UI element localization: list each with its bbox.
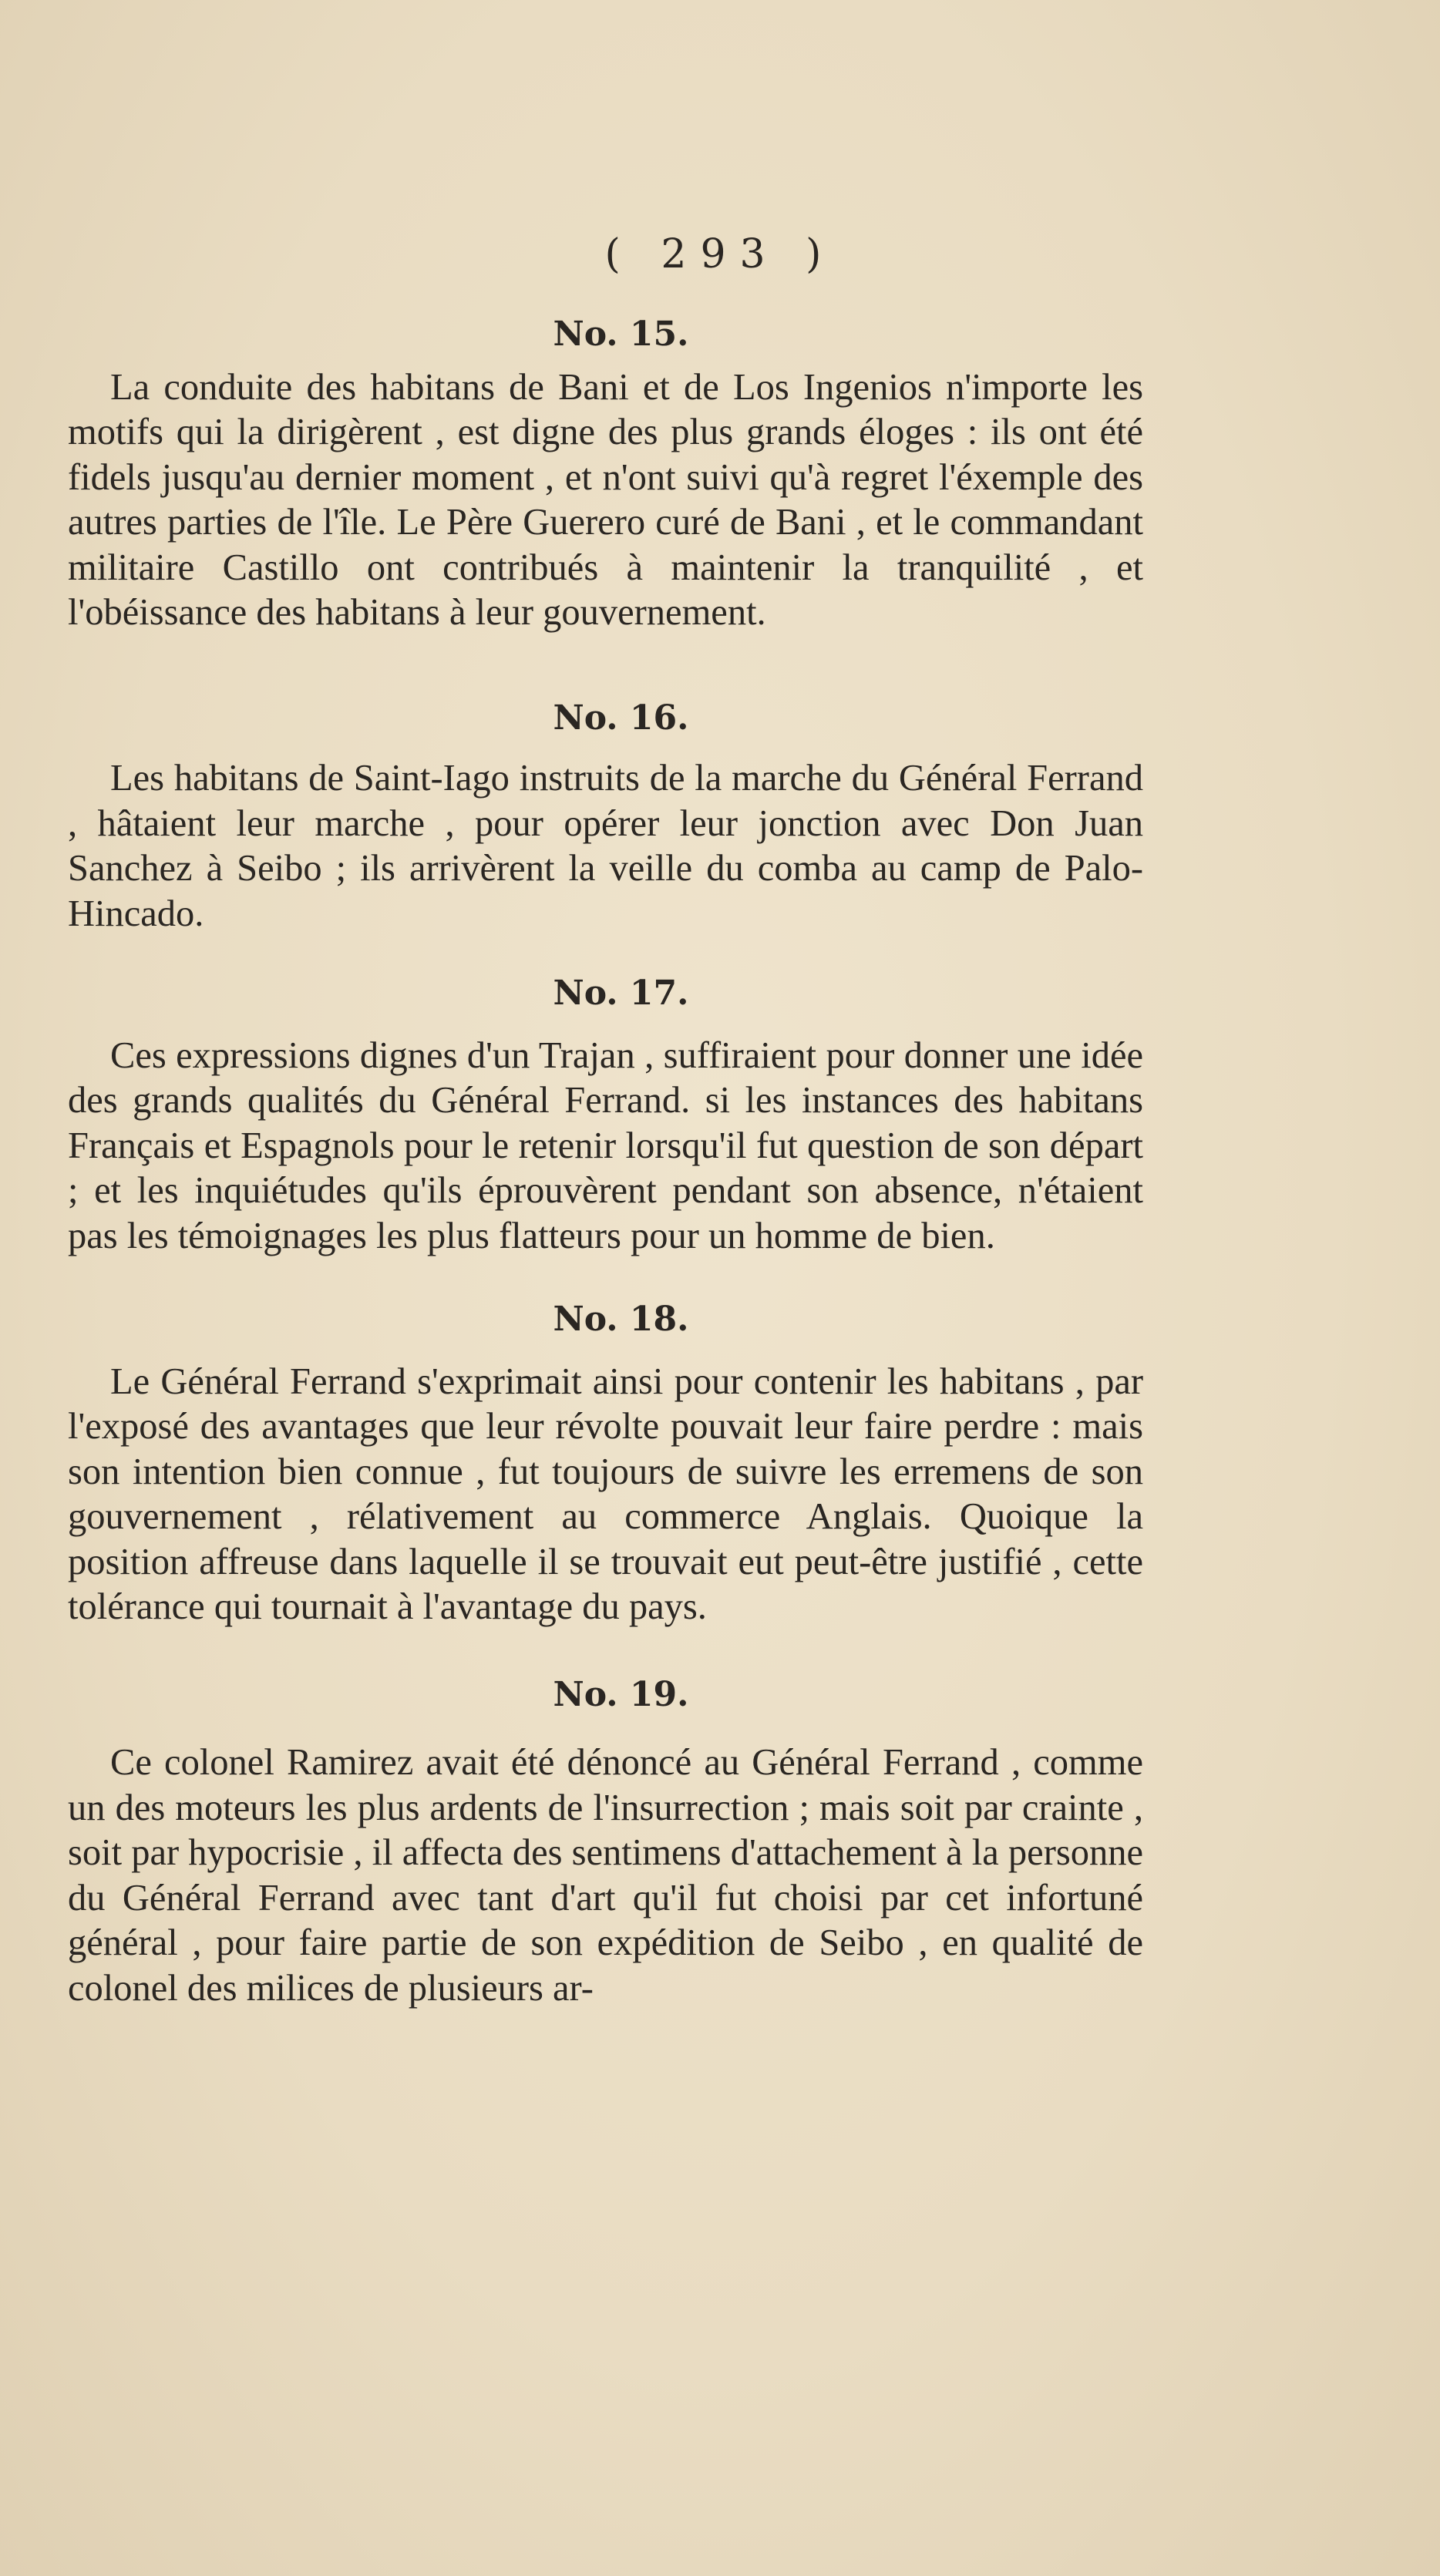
note-heading: No. 19. [553,1674,689,1714]
note-paragraph: Les habitans de Saint-Iago instruits de la marche du Général Ferrand , hâtaient leur marche , pour opérer leur jonction avec Don Juan Sanchez à Seibo ; ils arrivèrent la veille du comba au camp de Palo-Hincado. [68,758,1143,934]
page-number: ( 293 ) [604,231,836,277]
note-paragraph: Ce colonel Ramirez avait été dénoncé au Général Ferrand , comme un des moteurs les plus ardents de l'insurrection ; mais soit par crainte , soit par hypocrisie , il affecta des sentimens d'attachement à la personne du Général Ferrand avec tant d'art qu'il fut choisi par cet infortuné général , pour faire partie de son expédition de Seibo , en qualité de colonel des milices de plusieurs ar- [68,1742,1143,2009]
note-heading: No. 15. [553,314,689,354]
note-section [68,1297,1143,1630]
notes-text-block [68,312,1143,2011]
note-heading: No. 16. [553,698,689,738]
note-section [68,971,1143,1259]
note-paragraph: Ces expressions dignes d'un Trajan , suffiraient pour donner une idée des grands qualités du Général Ferrand. si les instances des habitans Français et Espagnols pour le retenir lorsqu'il fut question de son départ ; et les inquiétudes qu'ils éprouvèrent pendant son absence, n'étaient pas les témoignages les plus flatteurs pour un homme de bien. [68,1034,1143,1256]
note-section [68,696,1143,937]
note-heading: No. 17. [553,974,689,1013]
note-paragraph: La conduite des habitans de Bani et de Los Ingenios n'importe les motifs qui la dirigèrent , est digne des plus grands éloges : ils ont été fidels jusqu'au dernier moment , et n'ont suivi qu'à regret l'éxemple des autres parties de l'île. Le Père Guerero curé de Bani , et le commandant militaire Castillo ont contribués à maintenir la tranquilité , et l'obéissance des habitans à leur gouvernement. [68,366,1143,633]
note-section [68,1673,1143,2012]
note-heading: No. 18. [553,1300,689,1339]
note-section [68,312,1143,636]
note-paragraph: Le Général Ferrand s'exprimait ainsi pour contenir les habitans , par l'exposé des avantages que leur révolte pouvait leur faire perdre : mais son intention bien connue , fut toujours de suivre les erremens de son gouvernement , rélativement au commerce Anglais. Quoique la position affreuse dans laquelle il se trouvait eut peut-être justifié , cette tolérance qui tournait à l'avantage du pays. [68,1360,1143,1627]
